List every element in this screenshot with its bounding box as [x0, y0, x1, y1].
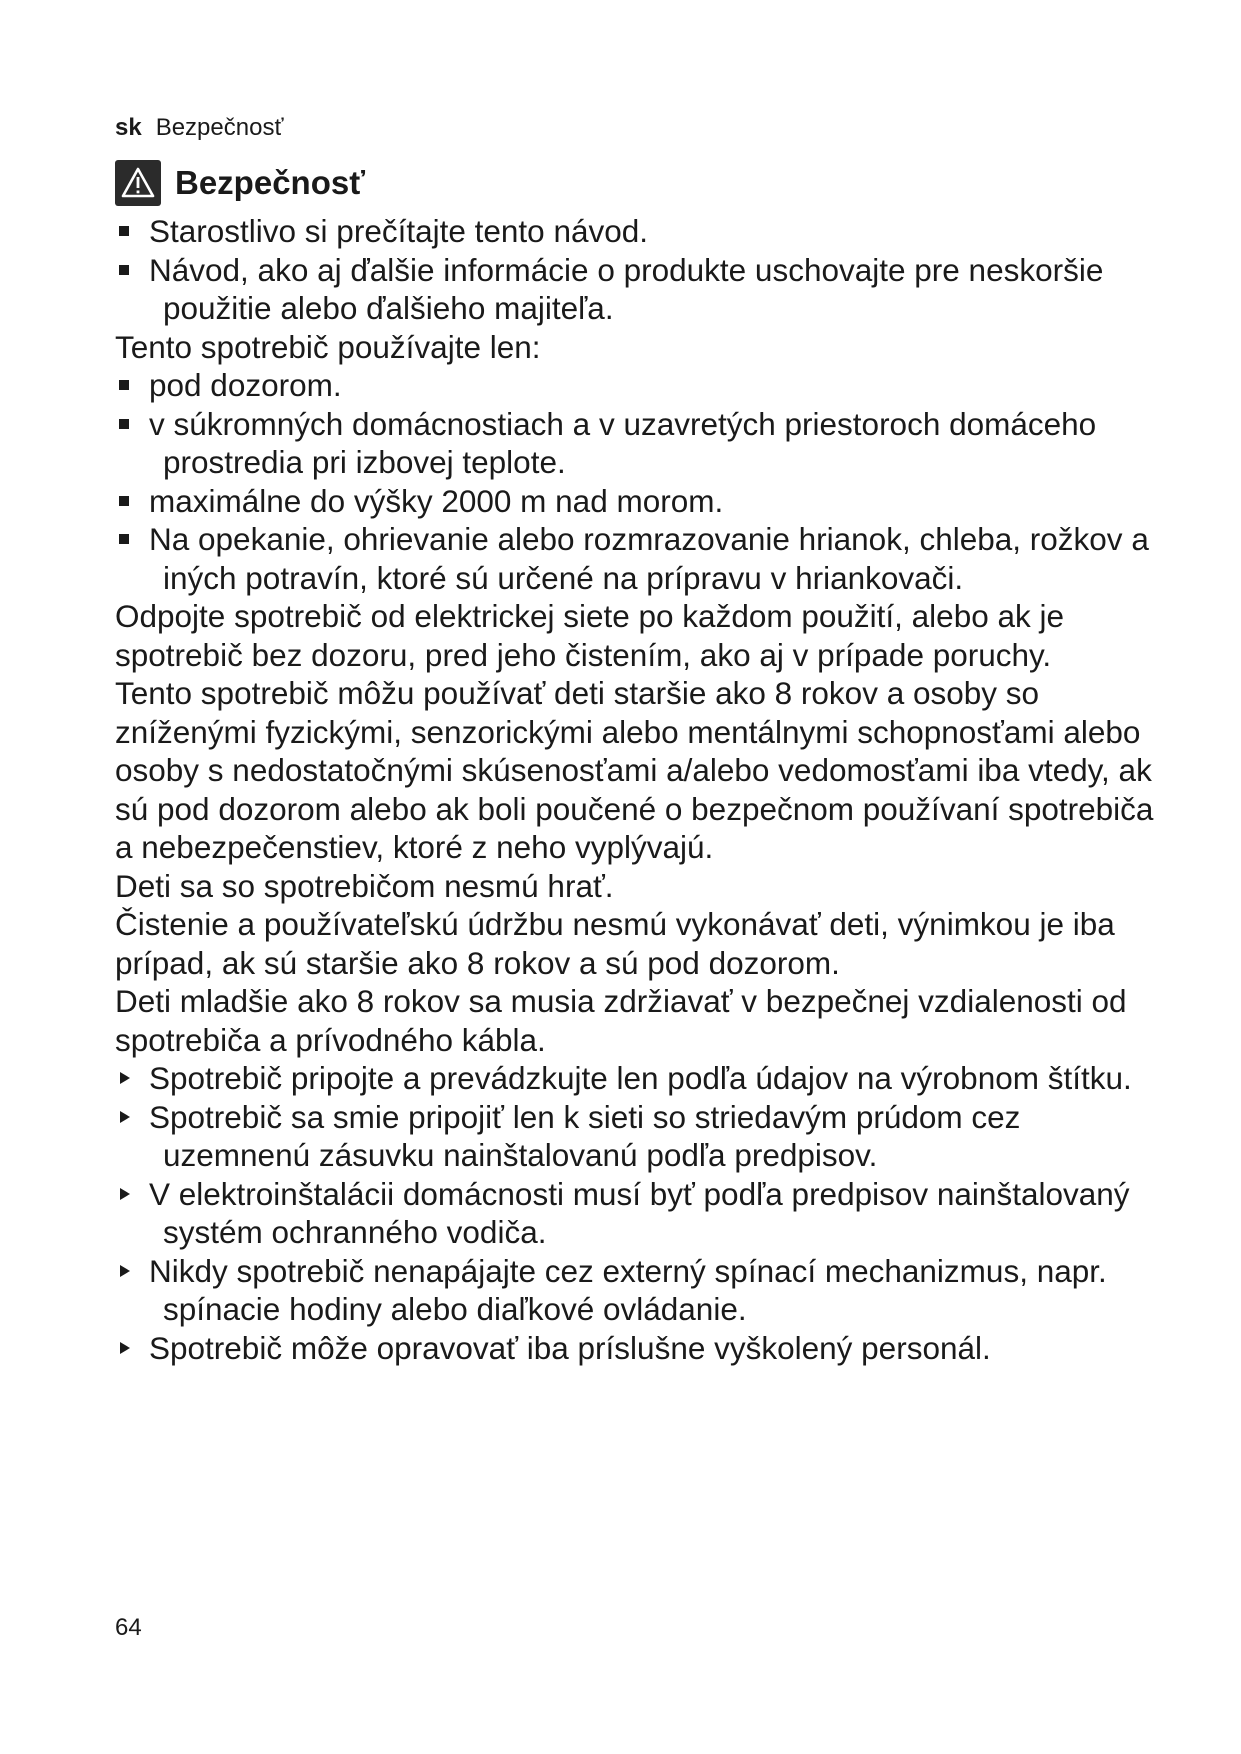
square-bullet-icon	[119, 380, 129, 390]
arrow-bullet-icon	[120, 1188, 130, 1200]
arrow-bullet-icon	[120, 1072, 130, 1084]
square-bullet-icon	[119, 419, 129, 429]
instruction-text: Nikdy spotrebič nenapájajte cez externý spínací mechanizmus, napr. spínacie hodiny alebo diaľkové ovládanie.	[149, 1252, 1107, 1327]
list-item	[115, 212, 1160, 251]
list-item	[115, 366, 1160, 405]
instruction-item	[115, 1175, 1160, 1252]
list-item	[115, 482, 1160, 521]
paragraph: Tento spotrebič používajte len:	[115, 328, 541, 365]
list-item-text: maximálne do výšky 2000 m nad morom.	[149, 482, 724, 519]
section-heading	[115, 160, 365, 206]
paragraph: Odpojte spotrebič od elektrickej siete po každom použití, alebo ak je spotrebič bez dozoru, pred jeho čistením, ako aj v prípade poruchy.	[115, 598, 1065, 673]
list-item-text: Na opekanie, ohrievanie alebo rozmrazovanie hrianok, chleba, rožkov a iných potravín, ktoré sú určené na prípravu v hriankovači.	[149, 521, 1149, 596]
square-bullet-icon	[119, 534, 129, 544]
square-bullet-icon	[119, 226, 129, 236]
square-bullet-icon	[119, 265, 129, 275]
safety-content	[115, 212, 1160, 1367]
paragraph: Tento spotrebič môžu používať deti staršie ako 8 rokov a osoby so zníženými fyzickými, senzorickými alebo mentálnymi schopnosťami alebo osoby s nedostatočnými skúsenosťami a/alebo vedomosťami iba vtedy, ak sú pod dozorom alebo ak boli poučené o bezpečnom používaní spotrebiča a nebezpečenstiev, ktoré z neho vyplývajú.	[115, 675, 1154, 865]
page-number: 64	[115, 1614, 142, 1641]
list-item-text: pod dozorom.	[149, 367, 342, 403]
paragraph: Deti mladšie ako 8 rokov sa musia zdržiavať v bezpečnej vzdialenosti od spotrebiča a prívodného kábla.	[115, 983, 1127, 1058]
list-item-text: Návod, ako aj ďalšie informácie o produkte uschovajte pre neskoršie použitie alebo ďalšieho majiteľa.	[149, 251, 1104, 326]
language-code: sk	[115, 114, 142, 141]
list-item	[115, 405, 1160, 482]
paragraph: Čistenie a používateľskú údržbu nesmú vykonávať deti, výnimkou je iba prípad, ak sú staršie ako 8 rokov a sú pod dozorom.	[115, 906, 1115, 981]
list-item-text: Starostlivo si prečítajte tento návod.	[149, 213, 649, 249]
list-item	[115, 251, 1160, 328]
warning-triangle-icon	[115, 160, 161, 206]
arrow-bullet-icon	[120, 1342, 130, 1354]
running-header	[115, 114, 283, 142]
instruction-text: Spotrebič sa smie pripojiť len k sieti so striedavým prúdom cez uzemnenú zásuvku nainštalovanú podľa predpisov.	[149, 1098, 1021, 1173]
instruction-item	[115, 1059, 1160, 1098]
instruction-item	[115, 1329, 1160, 1368]
list-item	[115, 520, 1160, 597]
header-section: Bezpečnosť	[155, 114, 284, 141]
arrow-bullet-icon	[120, 1265, 130, 1277]
list-item-text: v súkromných domácnostiach a v uzavretých priestoroch domáceho prostredia pri izbovej teplote.	[149, 405, 1097, 480]
instruction-text: Spotrebič môže opravovať iba príslušne vyškolený personál.	[149, 1329, 991, 1366]
instruction-text: Spotrebič pripojte a prevádzkujte len podľa údajov na výrobnom štítku.	[149, 1060, 1132, 1096]
instruction-item	[115, 1252, 1160, 1329]
paragraph: Deti sa so spotrebičom nesmú hrať.	[115, 867, 614, 904]
instruction-text: V elektroinštalácii domácnosti musí byť podľa predpisov nainštalovaný systém ochranného vodiča.	[149, 1175, 1130, 1250]
instruction-item	[115, 1098, 1160, 1175]
page-title: Bezpečnosť	[175, 164, 366, 201]
square-bullet-icon	[119, 496, 129, 506]
arrow-bullet-icon	[120, 1111, 130, 1123]
